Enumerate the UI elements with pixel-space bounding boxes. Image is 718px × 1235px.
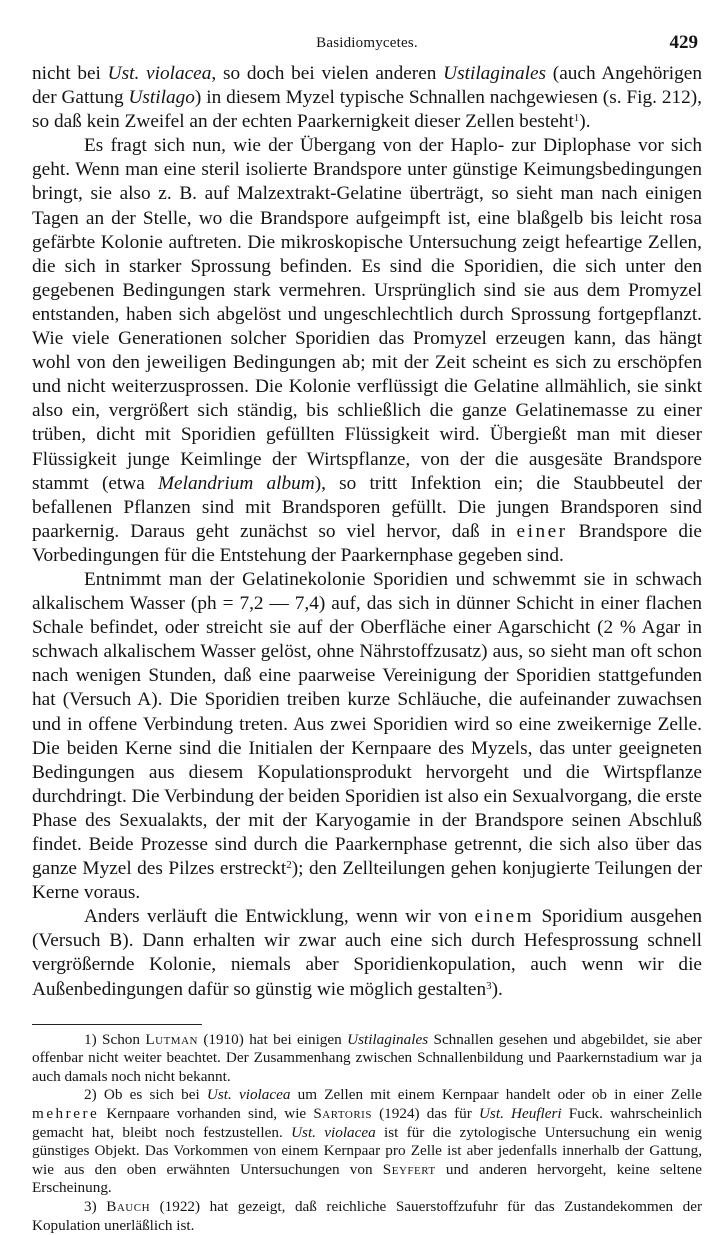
- text-run: (1910) hat bei einigen: [197, 1030, 348, 1048]
- footnote-marker: 3: [486, 979, 492, 992]
- italic-text: Ust. violacea: [291, 1123, 376, 1141]
- body-text: [32, 62, 702, 1002]
- italic-text: Melandrium album: [157, 472, 315, 494]
- paragraph: [32, 62, 702, 134]
- text-run: Anders verläuft die Entwicklung, wenn wir von: [84, 906, 475, 928]
- italic-text: Ustilaginales: [443, 63, 547, 84]
- text-run: ); den Zellteilungen gehen konjugierte Teilungen der Kerne voraus.: [32, 858, 702, 904]
- italic-text: Ustilago: [128, 87, 195, 109]
- italic-text: Ust. Heufleri: [478, 1105, 562, 1123]
- paragraph: [32, 568, 702, 905]
- text-run: 3): [84, 1198, 107, 1215]
- page-number: 429: [669, 32, 698, 53]
- text-run: ).: [491, 978, 503, 1000]
- footnote-divider: [32, 1024, 202, 1025]
- text-run: Es fragt sich nun, wie der Übergang von der Haplo- zur Diplophase vor sich geht. Wenn man eine steril isolierte Brandspore unter günstige Keimungsbedingungen bringt, sie also z. B. auf Malzextrakt-Gelatine überträgt, so sieht man nach einigen Tagen an der Stelle, wo die Brandspore aufgeimpft ist, eine blaßgelb bis leicht rosa gefärbte Kolonie auftreten. Die mikroskopische Untersuchung zeigt hefeartige Zellen, die sich in starker Sprossung befinden. Es sind die Sporidien, die sich unter den gegebenen Bedingungen stark vermehren. Ursprünglich sind sie aus dem Promyzel entstanden, haben sich abgelöst und ungeschlechtlich durch Sprossung fortgepflanzt. Wie viele Generationen solcher Sporidien das Promyzel erzeugen kann, das hängt wohl von den jeweiligen Bedingungen ab; mit der Zeit scheint es sich zu erschöpfen und nicht weiterzusprossen. Die Kolonie verflüssigt die Gelatine allmählich, sie sinkt also ein, vergrößert sich ständig, bis schließlich die ganze Gelatinemasse zu einer trüben, dicht mit Sporidien gefüllten Flüssigkeit wird. Übergießt man mit dieser Flüssigkeit junge Keimlinge der Wirtspflanze, von der die ausgesäte Brandspore stammt (etwa: [32, 135, 702, 494]
- text-run: und anderen hervorgeht, keine seltene Erscheinung.: [32, 1160, 702, 1197]
- author-name: Lutman: [145, 1030, 198, 1048]
- footnote: [32, 1031, 702, 1087]
- italic-text: Ustilaginales: [347, 1030, 429, 1048]
- footnote: [32, 1198, 702, 1235]
- text-run: nicht bei: [32, 63, 108, 84]
- text-run: 1) Schon: [84, 1030, 146, 1048]
- emphasis-text: einer: [516, 520, 568, 542]
- text-run: (1924) das für: [371, 1105, 479, 1123]
- text-run: Schnallen gesehen und abgebildet, sie aber offenbar nicht weiter beachtet. Der Zusammenhang zwischen Schnallenbildung und Paarkernstadium war ja auch damals noch nicht bekannt.: [32, 1030, 702, 1085]
- text-run: ) in diesem Myzel typische Schnallen nachgewiesen (s. Fig. 212), so daß kein Zweifel an der echten Paarkernigkeit dieser Zellen besteht: [32, 87, 702, 133]
- text-run: ), so tritt Infektion ein; die Staubbeutel der befallenen Pflanzen sind mit Brandsporen gefüllt. Die jungen Brandsporen sind paarkernig. Daraus geht zunächst so viel hervor, daß in: [32, 472, 702, 542]
- text-run: Brandspore die Vorbedingungen für die Entstehung der Paarkernphase gegeben sind.: [32, 520, 702, 566]
- text-run: Sporidium ausgehen (Versuch B). Dann erhalten wir zwar auch eine sich durch Hefesprossung schnell vergrößernde Kolonie, niemals aber Sporidienkopulation, auch wenn wir die Außenbedingungen dafür so günstig wie möglich gestalten: [32, 906, 702, 1000]
- author-name: Sartoris: [313, 1105, 372, 1123]
- italic-text: Ust. violacea: [206, 1086, 291, 1104]
- footnote: [32, 1086, 702, 1198]
- text-run: ).: [579, 111, 591, 133]
- italic-text: Ust. violacea: [107, 63, 212, 84]
- paragraph: [32, 905, 702, 1001]
- text-run: Fuck. wahrscheinlich gemacht hat, bleibt noch festzustellen.: [32, 1105, 703, 1141]
- text-run: Kernpaare vorhanden sind, wie: [99, 1105, 314, 1123]
- text-run: Entnimmt man der Gelatinekolonie Sporidien und schwemmt sie in schwach alkalischem Wasser (ph = 7,2 — 7,4) auf, das sich in dünner Schicht in einer flachen Schale befindet, oder streicht sie auf der Oberfläche einer Agarschicht (2 % Agar in schwach alkalischem Wasser gelöst, ohne Nährstoffzusatz) aus, so sieht man oft schon nach wenigen Stunden, daß eine paarweise Vereinigung der Sporidien stattgefunden hat (Versuch A). Die Sporidien treiben kurze Schläuche, die aufeinander zuwachsen und in offene Verbindung treten. Aus zwei Sporidien wird so eine zweikernige Zelle. Die beiden Kerne sind die Initialen der Kernpaare des Myzels, das unter geeigneten Bedingungen aus diesem Kopulationsprodukt hervorgeht und die Wirtspflanze durchdringt. Die Verbindung der beiden Sporidien ist also ein Sexualvorgang, die erste Phase des Sexualakts, der mit der Karyogamie in der Brandspore seinen Abschluß findet. Beide Prozesse sind durch die Paarkernphase getrennt, die sich also über das ganze Myzel des Pilzes erstreckt: [32, 568, 702, 880]
- text-run: um Zellen mit einem Kernpaar handelt oder ob in einer Zelle: [290, 1086, 702, 1104]
- running-head: Basidiomycetes.: [316, 35, 418, 51]
- footnotes: [32, 1031, 702, 1235]
- text-run: (auch Angehörigen der Gattung: [32, 63, 702, 109]
- text-run: ist für die zytologische Untersuchung ein wenig günstiges Objekt. Das Vorkommen von einem Kernpaar pro Zelle ist aber jedenfalls innerhalb der Gattung, wie aus den oben erwähnten Untersuchungen von: [32, 1123, 703, 1178]
- footnote-marker: 2: [286, 859, 292, 872]
- page-header: [32, 0, 702, 62]
- text-run: , so doch bei vielen anderen: [211, 63, 444, 84]
- text-run: (1922) hat gezeigt, daß reichliche Sauerstoffzufuhr für das Zustandekommen der Kopulation unerläßlich ist.: [32, 1198, 703, 1234]
- text-run: 2) Ob es sich bei: [84, 1086, 207, 1104]
- paragraph: [32, 134, 702, 568]
- emphasis-text: einem: [474, 906, 535, 928]
- footnote-marker: 1: [573, 112, 580, 125]
- emphasis-text: mehrere: [32, 1105, 100, 1123]
- author-name: Bauch: [106, 1198, 151, 1215]
- author-name: Seyfert: [382, 1160, 436, 1178]
